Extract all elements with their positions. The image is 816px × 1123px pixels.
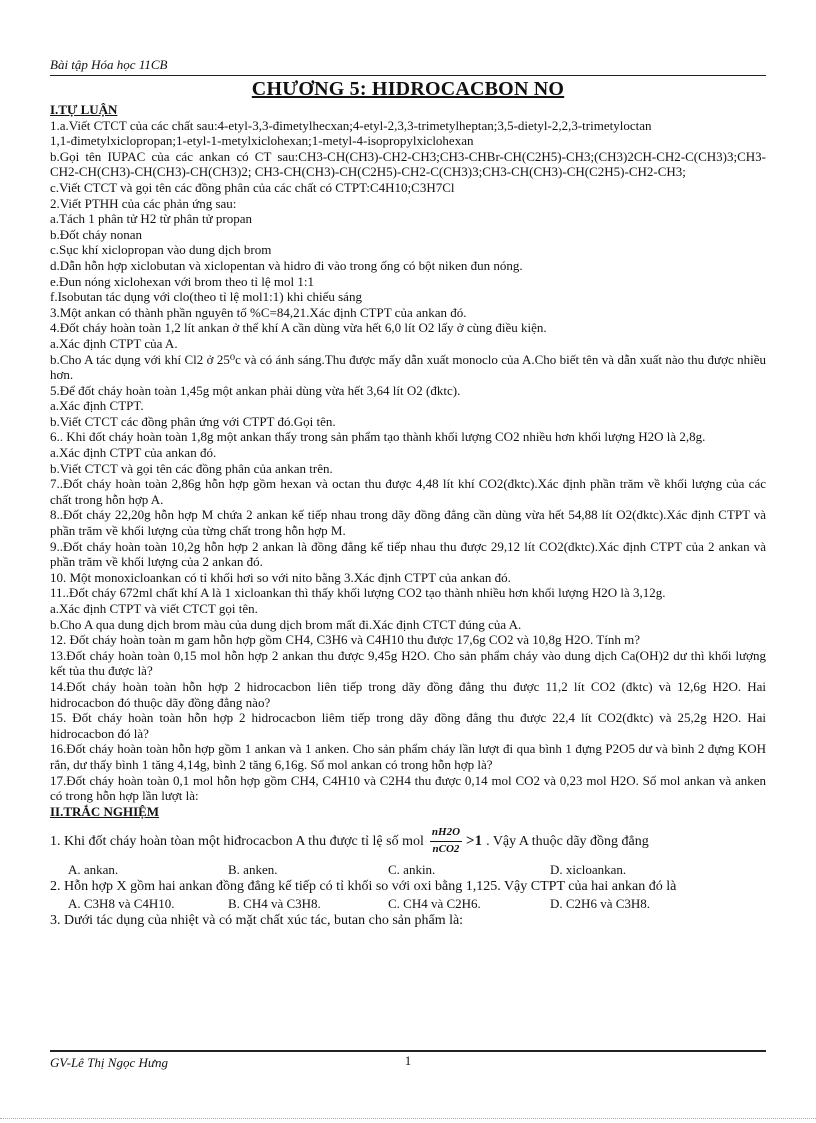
question-line: a.Xác định CTPT của ankan đó. [50, 445, 217, 461]
mcq-q1-option-c: C. ankin. [388, 861, 436, 877]
mcq-q2-option-d: D. C2H6 và C3H8. [550, 895, 651, 911]
question-line: 10. Một monoxicloankan có tỉ khối hơi so với nito bằng 3.Xác định CTPT của ankan đó. [50, 569, 511, 585]
question-line: b.Đốt cháy nonan [50, 226, 143, 242]
mcq-q1-option-d: D. xicloankan. [550, 861, 627, 877]
mcq-q2-option-c: C. CH4 và C2H6. [388, 895, 481, 911]
fraction-comparison: >1 [466, 832, 483, 849]
question-line: 3.Một ankan có thành phần nguyên tố %C=84,21.Xác định CTPT của ankan đó. [50, 304, 467, 320]
question-line: b.Viết CTCT các đồng phân ứng với CTPT đó.Gọi tên. [50, 413, 336, 429]
mcq-q1-option-b: B. anken. [228, 861, 278, 877]
question-line: 5.Để đốt cháy hoàn toàn 1,45g một ankan phải dùng vừa hết 3,64 lít O2 (đktc). [50, 382, 461, 398]
mcq-q2-option-a: A. C3H8 và C4H10. [68, 895, 175, 911]
mcq-q1-option-a: A. ankan. [68, 861, 119, 877]
question-line: a.Xác định CTPT của A. [50, 335, 178, 351]
question-line: 9..Đốt cháy hoàn toàn 10,2g hỗn hợp 2 ankan là đồng đẳng kế tiếp nhau thu được 29,12 lít CO2(đktc).Xác định CTPT của 2 ankan và phần trăm về khối lượng của 2 ankan đó. [50, 538, 766, 570]
question-line: 17.Đốt cháy hoàn toàn 0,1 mol hỗn hợp gồm CH4, C4H10 và C2H4 thu được 0,14 mol CO2 và 0,23 mol H2O. Số mol ankan và anken có trong hỗn hợp lần lượt là: [50, 772, 766, 804]
question-line: e.Đun nóng xiclohexan với brom theo tỉ lệ mol 1:1 [50, 273, 314, 289]
fraction-denominator: nCO2 [432, 842, 460, 855]
question-line: 1,1-đimetylxiclopropan;1-etyl-1-metylxiclohexan;1-metyl-4-isopropylxiclohexan [50, 133, 474, 149]
mcq-q1-text: 1. Khi đốt cháy hoàn tòan một hiđrocacbon A thu được tỉ lệ số mol [50, 833, 424, 849]
question-line: 7..Đốt cháy hoàn toàn 2,86g hỗn hợp gồm hexan và octan thu được 4,48 lít khí CO2(đktc).Xác định phần trăm về khối lượng của các chất trong hỗn hợp A. [50, 476, 766, 507]
question-line: a.Xác định CTPT và viết CTCT gọi tên. [50, 601, 258, 616]
section-heading-essay: I.TỰ LUẬN [50, 102, 118, 117]
page-edge-dots [0, 1118, 816, 1119]
question-line: a.Xác định CTPT. [50, 398, 144, 414]
essay-questions [50, 118, 766, 804]
question-line: d.Dẫn hỗn hợp xiclobutan và xiclopentan và hidro đi vào trong ống có bột niken đun nóng. [50, 257, 523, 273]
question-line: c.Viết CTCT và gọi tên các đồng phân của các chất có CTPT:C4H10;C3H7Cl [50, 179, 455, 195]
header-rule [50, 75, 766, 76]
question-line: b.Cho A tác dụng với khí Cl2 ở 25⁰c và có ánh sáng.Thu được mấy dẫn xuất monoclo của A.Cho biết tên và dẫn xuất nào thu được nhiều hơn. [50, 351, 766, 383]
question-line: 1.a.Viết CTCT của các chất sau:4-etyl-3,3-đimetylhecxan;4-etyl-2,3,3-trimetylheptan;3,5-dietyl-2,2,3-trimetyloctan [50, 117, 652, 133]
question-line: 12. Đốt cháy hoàn toàn m gam hỗn hợp gồm CH4, C3H6 và C4H10 thu được 17,6g CO2 và 10,8g H2O. Tính m? [50, 632, 640, 648]
footer-rule [50, 1050, 766, 1052]
question-line: 14.Đốt cháy hoàn toàn hỗn hợp 2 hidrocacbon liên tiếp trong dãy đồng đẳng thu được 11,2 lít CO2 (đktc) và 12,6g H2O. Hai hidrocacbon đó thuộc dãy đồng đẳng nào? [50, 678, 766, 710]
question-line: c.Sục khí xiclopropan vào dung dịch brom [50, 242, 272, 258]
chapter-title: CHƯƠNG 5: HIDROCACBON NO [251, 78, 565, 100]
content-body [50, 102, 766, 929]
fraction-numerator: nH2O [430, 825, 462, 842]
mcq-q1-options [50, 862, 766, 878]
question-line: 2.Viết PTHH của các phản ứng sau: [50, 195, 237, 211]
mcq-q2-options [50, 896, 766, 912]
question-line: b.Viết CTCT và gọi tên các đồng phân của ankan trên. [50, 460, 333, 476]
question-line: a.Tách 1 phân tử H2 từ phân tử propan [50, 211, 253, 227]
mcq-q2-option-b: B. CH4 và C3H8. [228, 895, 321, 911]
footer-author: GV-Lê Thị Ngọc Hưng [50, 1055, 168, 1070]
page-number: 1 [404, 1053, 412, 1068]
question-line: 6.. Khi đốt cháy hoàn toàn 1,8g một ankan thấy trong sản phẩm tạo thành khối lượng CO2 nhiều hơn khối lượng H2O là 2,8g. [50, 429, 706, 445]
mcq-question-2: 2. Hỗn hợp X gồm hai ankan đồng đẳng kế tiếp có tỉ khối so với oxi bằng 1,125. Vậy CTPT của hai ankan đó là [50, 879, 677, 895]
header-text: Bài tập Hóa học 11CB [50, 57, 168, 72]
question-line: 15. Đốt cháy hoàn toàn hỗn hợp 2 hidrocacbon liêm tiếp trong dãy đồng đẳng thu được 22,4 lít CO2(đktc) và 25,2g H2O. Hai hidrocacbon đó là? [50, 710, 766, 741]
mcq-question-3: 3. Dưới tác dụng của nhiệt và có mặt chất xúc tác, butan cho sản phẩm là: [50, 913, 464, 929]
mcq-question-1 [50, 825, 766, 857]
question-line: b.Cho A qua dung dịch brom màu của dung dịch brom mất đi.Xác định CTCT đúng của A. [50, 616, 522, 632]
mcq-q1-after: . Vậy A thuộc dãy đồng đẳng [486, 833, 649, 849]
question-line: 16.Đốt cháy hoàn toàn hỗn hợp gồm 1 ankan và 1 anken. Cho sản phẩm cháy lần lượt đi qua bình 1 đựng P2O5 dư và bình 2 đựng KOH rắn, dư thấy bình 1 tăng 4,14g, bình 2 tăng 6,16g. Số mol ankan có trong hỗn hợp là? [50, 741, 766, 772]
question-line: 11..Đốt cháy 672ml chất khí A là 1 xicloankan thì thấy khối lượng CO2 tạo thành nhiều hơn khối lượng H2O là 3,12g. [50, 585, 666, 601]
section-heading-mcq: II.TRẮC NGHIỆM [50, 803, 160, 819]
question-line: 13.Đốt cháy hoàn toàn 0,15 mol hỗn hợp 2 ankan thu được 9,45g H2O. Cho sản phẩm cháy vào dung dịch Ca(OH)2 dư thì khối lượng kết tủa thu được là? [50, 647, 766, 679]
mole-ratio-fraction [430, 825, 462, 857]
question-line: 4.Đốt cháy hoàn toàn 1,2 lít ankan ở thể khí A cần dùng vừa hết 6,0 lít O2 lấy ở cùng điều kiện. [50, 320, 547, 336]
question-line: 8..Đốt cháy 22,20g hỗn hợp M chứa 2 ankan kế tiếp nhau trong dãy đồng đẳng cần dùng vừa hết 54,88 lít O2(đktc).Xác định CTPT và phần trăm về khối lượng của từng chất trong hỗn hợp M. [50, 507, 766, 539]
question-line: b.Gọi tên IUPAC của các ankan có CT sau:CH3-CH(CH3)-CH2-CH3;CH3-CHBr-CH(C2H5)-CH3;(CH3)2CH-CH2-C(CH3)3;CH3-CH2-CH(CH3)-CH(CH3)-CH(CH3)2; CH3-CH(CH3)-CH(C2H5)-CH2-C(CH3)3;CH3-CH(CH3)-CH(C2H5)-CH2-CH3; [50, 148, 766, 180]
question-line: f.Isobutan tác dụng với clo(theo tỉ lệ mol1:1) khi chiếu sáng [50, 289, 362, 305]
